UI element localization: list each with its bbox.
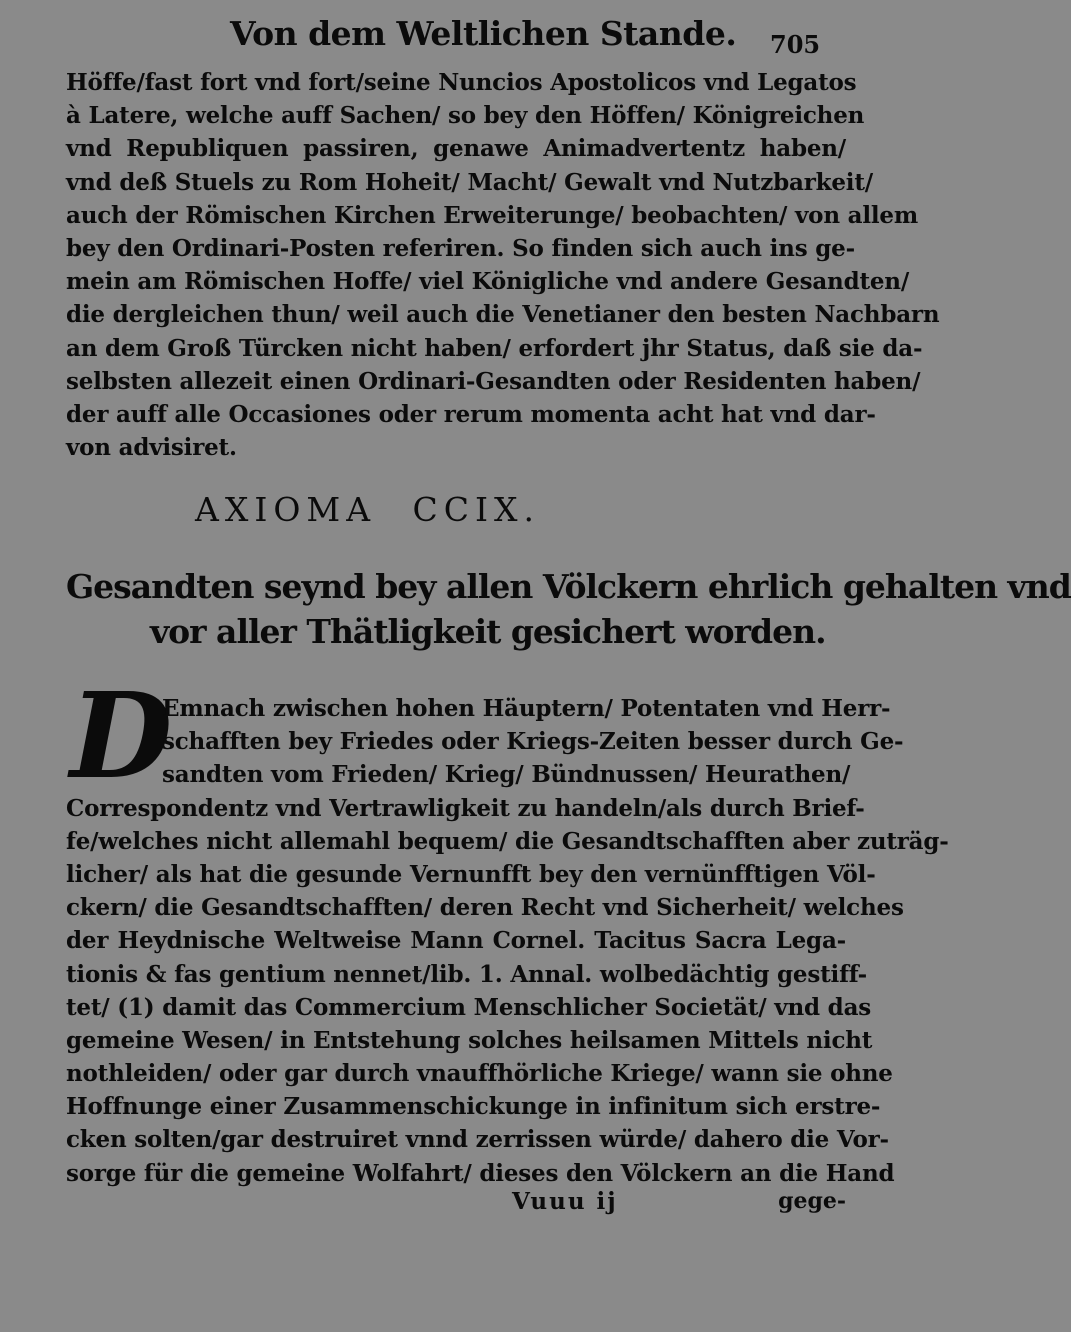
text-line: licher/ als hat die gesunde Vernunfft bey den vernünfftigen Völ- <box>66 860 876 888</box>
text-line: auch der Römischen Kirchen Erweiterunge/ beobachten/ von allem <box>66 201 918 229</box>
catchword: gege- <box>778 1188 846 1214</box>
axiom-title-line: vor aller Thätligkeit gesichert worden. <box>150 612 826 651</box>
axiom-title-line: Gesandten seynd bey allen Völckern ehrlich gehalten vnd <box>66 567 1071 606</box>
page-number: 705 <box>770 30 821 59</box>
text-line: schafften bey Friedes oder Kriegs-Zeiten besser durch Ge- <box>162 728 904 756</box>
text-line: nothleiden/ oder gar durch vnauffhörliche Kriege/ wann sie ohne <box>66 1060 893 1088</box>
text-line: die dergleichen thun/ weil auch die Venetianer den besten Nachbarn <box>66 301 940 329</box>
text-line: von advisiret. <box>66 434 237 462</box>
text-line: der auff alle Occasiones oder rerum momenta acht hat vnd dar- <box>66 400 876 428</box>
text-line: vnd deß Stuels zu Rom Hoheit/ Macht/ Gewalt vnd Nutzbarkeit/ <box>66 168 873 196</box>
text-line: fe/welches nicht allemahl bequem/ die Gesandtschafften aber zuträg- <box>66 827 949 855</box>
text-line: ckern/ die Gesandtschafften/ deren Recht vnd Sicherheit/ welches <box>66 894 904 922</box>
text-line: sorge für die gemeine Wolfahrt/ dieses den Völckern an die Hand <box>66 1159 895 1187</box>
text-line: Höffe/fast fort vnd fort/seine Nuncios Apostolicos vnd Legatos <box>66 69 857 96</box>
axiom-heading: AXIOMA CCIX. <box>195 490 541 529</box>
text-line: cken solten/gar destruiret vnnd zerrissen würde/ dahero die Vor- <box>66 1126 889 1154</box>
text-line: der Heydnische Weltweise Mann Cornel. Tacitus Sacra Lega- <box>66 927 846 955</box>
text-line: tet/ (1) damit das Commercium Menschlicher Societät/ vnd das <box>66 993 872 1021</box>
text-line: à Latere, welche auff Sachen/ so bey den Höffen/ Königreichen <box>66 102 865 130</box>
drop-cap-initial: D <box>70 666 173 805</box>
text-line: Correspondentz vnd Vertrawligkeit zu handeln/als durch Brief- <box>66 794 865 822</box>
signature-mark: Vuuu ij <box>512 1188 618 1215</box>
text-line: Emnach zwischen hohen Häuptern/ Potentaten vnd Herr- <box>162 695 891 722</box>
text-line: vnd Republiquen passiren, genawe Animadvertentz haben/ <box>66 135 846 163</box>
text-line: bey den Ordinari-Posten referiren. So finden sich auch ins ge- <box>66 234 855 262</box>
intro-paragraph <box>66 66 940 464</box>
text-line: selbsten allezeit einen Ordinari-Gesandten oder Residenten haben/ <box>66 367 921 395</box>
page-footer <box>66 1188 846 1222</box>
text-line: Hoffnunge einer Zusammenschickunge in infinitum sich erstre- <box>66 1093 881 1121</box>
running-head: Von dem Weltlichen Stande. <box>230 14 737 53</box>
text-line: an dem Groß Türcken nicht haben/ erfordert jhr Status, daß sie da- <box>66 334 923 362</box>
text-line: gemeine Wesen/ in Entstehung solches heilsamen Mittels nicht <box>66 1026 873 1054</box>
text-line: tionis & fas gentium nennet/lib. 1. Annal. wolbedächtig gestiff- <box>66 960 867 988</box>
axiom-title <box>66 564 1071 654</box>
text-line: sandten vom Frieden/ Krieg/ Bündnussen/ Heurathen/ <box>162 761 851 789</box>
body-paragraph <box>66 666 949 1190</box>
text-line: mein am Römischen Hoffe/ viel Königliche vnd andere Gesandten/ <box>66 268 910 296</box>
